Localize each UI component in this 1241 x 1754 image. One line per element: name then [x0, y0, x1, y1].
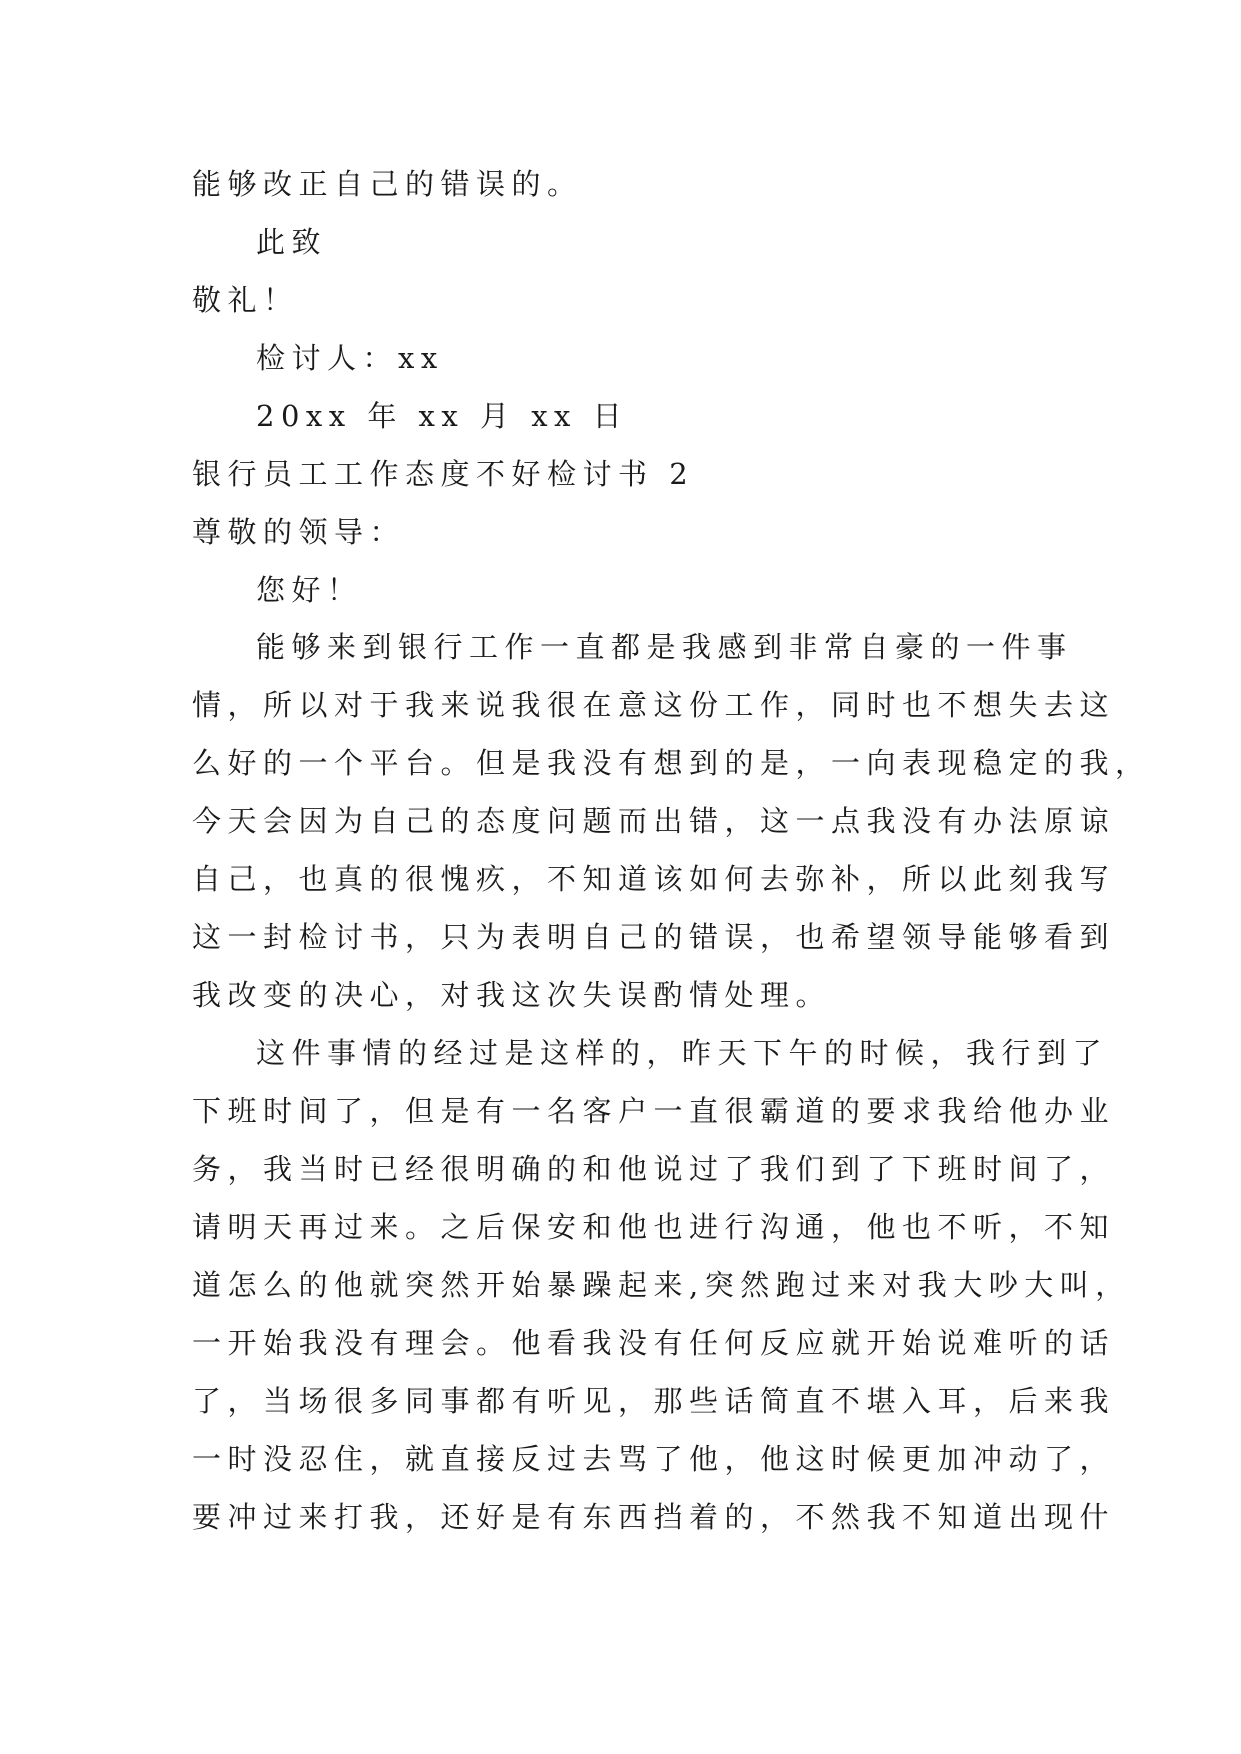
paragraph-line: 么好的一个平台。但是我没有想到的是，一向表现稳定的我，: [192, 746, 1151, 780]
body-paragraph-2: [192, 1024, 1131, 1546]
section-title: 银行员工工作态度不好检讨书 2: [192, 457, 695, 491]
paragraph-line: 道怎么的他就突然开始暴躁起来,突然跑过来对我大吵大叫，: [192, 1268, 1131, 1302]
salutation-jingli: 敬礼！: [192, 283, 299, 317]
paragraph-line: 下班时间了，但是有一名客户一直很霸道的要求我给他办业: [192, 1094, 1116, 1128]
letter-addressee: 尊敬的领导：: [192, 515, 406, 549]
paragraph-line: 一开始我没有理会。他看我没有任何反应就开始说难听的话: [192, 1326, 1116, 1360]
signature-author: 检讨人：xx: [256, 341, 444, 375]
paragraph-line: 我改变的决心，对我这次失误酌情处理。: [192, 978, 832, 1012]
paragraph-line: 自己，也真的很愧疚，不知道该如何去弥补，所以此刻我写: [192, 862, 1116, 896]
paragraph-line: 今天会因为自己的态度问题而出错，这一点我没有办法原谅: [192, 804, 1116, 838]
paragraph-line: 了，当场很多同事都有听见，那些话简直不堪入耳，后来我: [192, 1384, 1116, 1418]
paragraph-line: 请明天再过来。之后保安和他也进行沟通，他也不听，不知: [192, 1210, 1116, 1244]
paragraph-line: 一时没忍住，就直接反过去骂了他，他这时候更加冲动了，: [192, 1442, 1116, 1476]
paragraph-line: 情，所以对于我来说我很在意这份工作，同时也不想失去这: [192, 688, 1116, 722]
body-paragraph-1: [192, 618, 1151, 1024]
closing-sentence: 能够改正自己的错误的。: [192, 167, 583, 201]
signature-date: 20xx 年 xx 月 xx 日: [256, 399, 629, 433]
paragraph-line: 能够来到银行工作一直都是我感到非常自豪的一件事: [256, 630, 1073, 664]
letter-greeting: 您好！: [256, 573, 363, 607]
paragraph-line: 这件事情的经过是这样的，昨天下午的时候，我行到了: [256, 1036, 1109, 1070]
salutation-cizhi: 此致: [256, 225, 328, 259]
paragraph-line: 务，我当时已经很明确的和他说过了我们到了下班时间了，: [192, 1152, 1116, 1186]
paragraph-line: 要冲过来打我，还好是有东西挡着的，不然我不知道出现什: [192, 1500, 1116, 1534]
paragraph-line: 这一封检讨书，只为表明自己的错误，也希望领导能够看到: [192, 920, 1116, 954]
